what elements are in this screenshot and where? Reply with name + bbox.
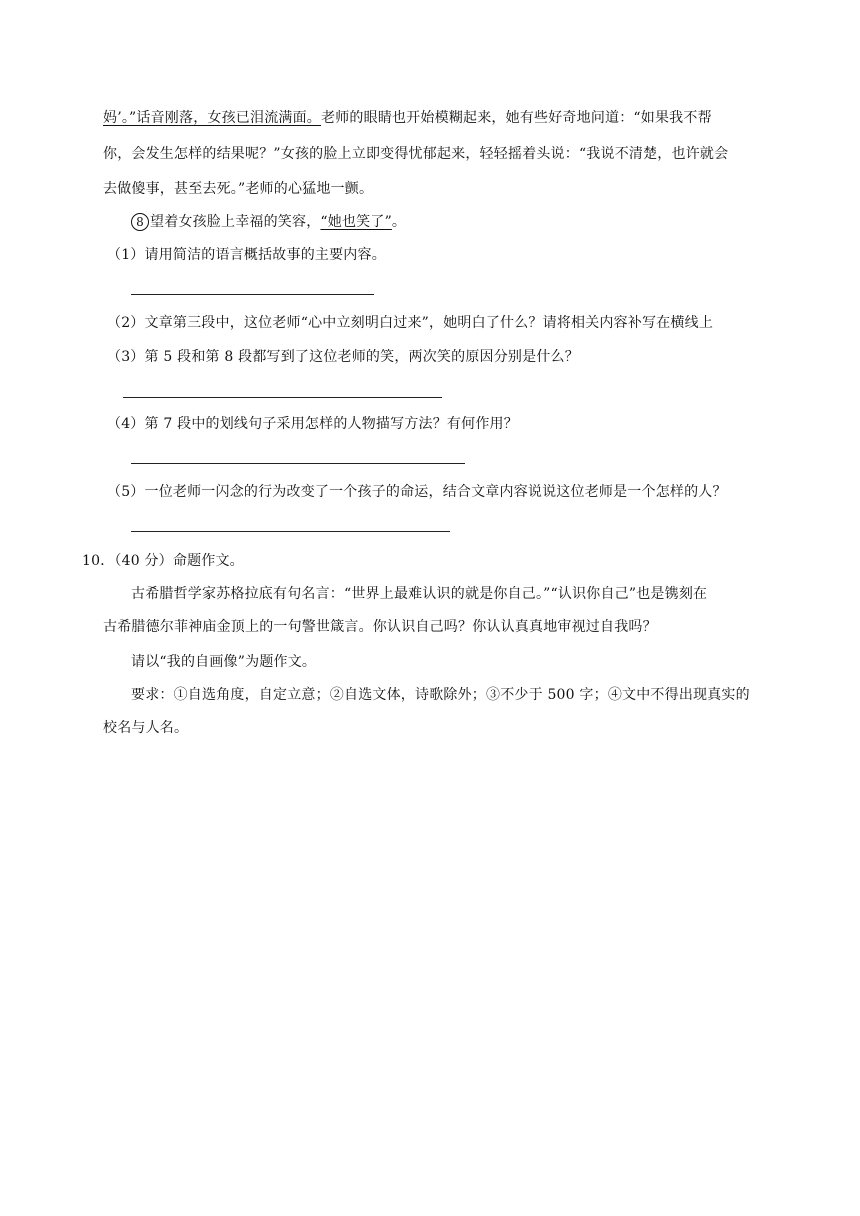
question-5: （5）一位老师一闪念的行为改变了一个孩子的命运，结合文章内容说说这位老师是一个怎样的人？ — [107, 484, 727, 500]
question-1: （1）请用简洁的语言概括故事的主要内容。 — [107, 247, 386, 263]
story-line-1 — [103, 108, 712, 128]
answer-line-5 — [131, 531, 450, 532]
paragraph-number-8: 8 — [131, 213, 149, 231]
paragraph-8 — [131, 212, 406, 232]
underlined-sentence: 妈’。”话音刚落，女孩已泪流满面。 — [103, 110, 322, 126]
paragraph-8-end: 。 — [391, 214, 407, 230]
essay-prompt-line-1: 古希腊哲学家苏格拉底有句名言：“世界上最难认识的就是你自己。”“认识你自己”也是镌刻在 — [131, 586, 708, 602]
question-4: （4）第 7 段中的划线句子采用怎样的人物描写方法？有何作用？ — [107, 416, 518, 432]
story-text: 老师的眼睛也开始模糊起来，她有些好奇地问道：“如果我不帮 — [321, 110, 712, 126]
essay-requirements-line-1: 要求：①自选角度，自定立意；②自选文体，诗歌除外；③不少于 500 字；④文中不得出现真实的 — [131, 687, 750, 703]
essay-heading: 10．（40 分）命题作文。 — [82, 553, 244, 569]
answer-line-1 — [131, 294, 374, 295]
essay-title-instruction: 请以“我的自画像”为题作文。 — [131, 654, 317, 670]
essay-requirements-line-2: 校名与人名。 — [103, 720, 189, 736]
question-2: （2）文章第三段中，这位老师“心中立刻明白过来”，她明白了什么？请将相关内容补写在横线上 — [107, 315, 714, 331]
answer-line-3 — [123, 397, 442, 398]
story-line-2: 你，会发生怎样的结果呢？”女孩的脸上立即变得忧郁起来，轻轻摇着头说：“我说不清楚，也许就会 — [103, 146, 729, 162]
story-line-3: 去做傻事，甚至去死。”老师的心猛地一颤。 — [103, 181, 374, 197]
underlined-phrase: “她也笑了” — [320, 214, 392, 230]
essay-prompt-line-2: 古希腊德尔菲神庙金顶上的一句警世箴言。你认识自己吗？你认认真真地审视过自我吗？ — [103, 619, 657, 635]
question-3: （3）第 5 段和第 8 段都写到了这位老师的笑，两次笑的原因分别是什么？ — [107, 349, 579, 365]
answer-line-4 — [131, 463, 465, 464]
paragraph-8-text: 望着女孩脸上幸福的笑容， — [150, 214, 321, 230]
